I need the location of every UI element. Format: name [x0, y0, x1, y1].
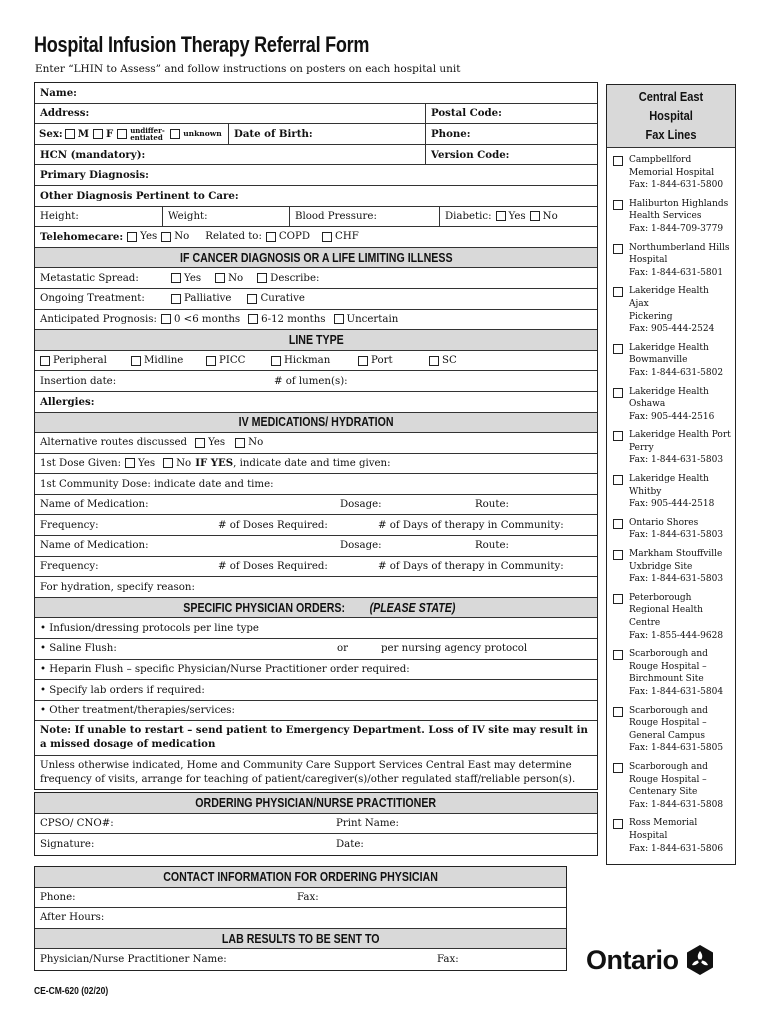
allergies-row [35, 392, 597, 413]
alt-routes-yes-checkbox[interactable] [195, 438, 205, 448]
days-therapy-1[interactable]: # of Days of therapy in Community: [378, 519, 564, 531]
hospital-checkbox[interactable] [613, 156, 623, 166]
lab-results-row [35, 949, 566, 970]
hospital-name-line: Lakeridge Health [629, 386, 709, 397]
form-code: CE-CM-620 (02/20) [34, 986, 109, 997]
sidebar-title-1: Central East Hospital [638, 89, 704, 123]
diabetic-field [439, 207, 597, 227]
signature-row [35, 834, 597, 855]
days-therapy-2[interactable]: # of Days of therapy in Community: [378, 560, 564, 572]
hospital-text [629, 548, 723, 586]
insertion-row [35, 371, 597, 392]
doses-required-1[interactable]: # of Doses Required: [218, 519, 328, 531]
prognosis-6-12-label: 6-12 months [261, 313, 326, 325]
frequency-2-field[interactable]: Frequency: [40, 560, 99, 572]
lab-results-header [35, 929, 566, 950]
saline-or-label: or [337, 643, 349, 655]
hospital-name-line: Northumberland Hills [629, 242, 730, 253]
other-treatment-field[interactable]: • Other treatment/therapies/services: [40, 705, 235, 717]
hospital-text [629, 817, 723, 855]
hospital-name-line: Perry [629, 442, 654, 453]
prognosis-6-12-checkbox[interactable] [248, 314, 258, 324]
sex-f-checkbox[interactable] [93, 129, 103, 139]
hospital-text [629, 429, 731, 467]
hospital-checkbox[interactable] [613, 388, 623, 398]
diabetic-no-checkbox[interactable] [530, 211, 540, 221]
prognosis-row [35, 310, 597, 331]
hospital-name-line: Uxbridge Site [629, 561, 693, 572]
cpso-field[interactable]: CPSO/ CNO#: [40, 817, 114, 829]
hospital-fax: Fax: 1-844-631-5801 [629, 267, 724, 278]
medication-1-route[interactable]: Route: [475, 499, 509, 511]
telehomecare-no-label: No [174, 231, 190, 243]
hospital-name-line: Scarborough and [629, 761, 708, 772]
fax-lines-sidebar [606, 84, 736, 865]
hospital-text [629, 473, 714, 511]
hospital-fax: Fax: 1-844-631-5804 [629, 686, 724, 697]
community-dose-field[interactable]: 1st Community Dose: indicate date and time: [40, 478, 274, 490]
if-yes-label: IF YES [195, 457, 234, 470]
saline-protocol-label: per nursing agency protocol [381, 643, 528, 655]
hospital-item [607, 648, 735, 698]
hospital-item [607, 592, 735, 642]
hospital-name-line: Health Services [629, 211, 702, 222]
frequency-1-row [35, 515, 597, 536]
postal-code-field[interactable]: Postal Code: [425, 104, 597, 124]
diabetic-yes-label: Yes [508, 210, 526, 222]
medication-1-row [35, 495, 597, 516]
ontario-logo [586, 944, 716, 976]
hospital-checkbox[interactable] [613, 594, 623, 604]
referral-form [34, 82, 598, 790]
hospital-text [629, 386, 714, 424]
emergency-note: Note: If unable to restart – send patient to Emergency Department. Loss of IV site may result in a missed dosage of medication [40, 724, 588, 751]
hospital-fax: Fax: 1-844-709-3779 [629, 223, 724, 234]
lab-physician-name-field[interactable]: Physician/Nurse Practitioner Name: [40, 954, 227, 966]
port-checkbox[interactable] [358, 356, 368, 366]
hospital-text [629, 342, 723, 380]
sex-row [35, 124, 597, 145]
hospital-fax: Fax: 905-444-2518 [629, 499, 715, 510]
first-dose-field [35, 454, 597, 474]
hospital-fax: Fax: 1-844-631-5803 [629, 530, 724, 541]
telehomecare-field [35, 227, 597, 247]
first-dose-row [35, 454, 597, 475]
diabetic-yes-checkbox[interactable] [496, 211, 506, 221]
metastatic-no-checkbox[interactable] [215, 273, 225, 283]
hospital-fax: Fax: 1-844-631-5800 [629, 180, 724, 191]
hospital-checkbox[interactable] [613, 550, 623, 560]
alt-routes-row [35, 433, 597, 454]
heparin-flush-field[interactable]: • Heparin Flush – specific Physician/Nurse Practitioner order required: [40, 663, 410, 675]
hospital-checkbox[interactable] [613, 244, 623, 254]
medication-2-name[interactable]: Name of Medication: [40, 540, 149, 552]
hospital-fax: Fax: 1-855-444-9628 [629, 630, 724, 641]
vitals-row [35, 207, 597, 228]
chf-label: CHF [335, 231, 359, 243]
name-field[interactable]: Name: [40, 86, 77, 99]
cancer-header-text: IF CANCER DIAGNOSIS OR A LIFE LIMITING ILLNESS [179, 250, 453, 265]
hospital-item [607, 473, 735, 511]
hospital-item [607, 548, 735, 586]
metastatic-field [35, 268, 597, 288]
sex-unknown-label: unknown [183, 129, 222, 139]
allergies-field[interactable]: Allergies: [40, 395, 95, 408]
contact-header-text: CONTACT INFORMATION FOR ORDERING PHYSICIAN [163, 869, 438, 884]
hospital-name-line: Lakeridge Health [629, 342, 709, 353]
hospital-name-line: Peterborough [629, 592, 692, 603]
telehomecare-label: Telehomecare: [40, 230, 124, 243]
hospital-text [629, 705, 723, 755]
sidebar-title-2: Fax Lines [645, 127, 697, 142]
line-type-header [35, 330, 597, 351]
hospital-checkbox[interactable] [613, 200, 623, 210]
hospital-name-line: Regional Health [629, 605, 703, 616]
hospital-checkbox[interactable] [613, 287, 623, 297]
if-yes-rest: , indicate date and time given: [233, 457, 391, 469]
address-row [35, 104, 597, 125]
hospital-fax: Fax: 1-844-631-5808 [629, 799, 724, 810]
hospital-checkbox[interactable] [613, 519, 623, 529]
picc-label: PICC [219, 355, 246, 367]
diabetic-label: Diabetic: [445, 210, 492, 222]
peripheral-label: Peripheral [53, 355, 107, 367]
hickman-label: Hickman [284, 355, 331, 367]
hospital-text [629, 242, 730, 280]
ongoing-treatment-field [35, 289, 597, 309]
alt-routes-yes-label: Yes [208, 437, 226, 449]
iv-medications-header [35, 413, 597, 434]
orders-header-text: SPECIFIC PHYSICIAN ORDERS: [182, 600, 345, 615]
hospital-text [629, 285, 731, 335]
sc-checkbox[interactable] [429, 356, 439, 366]
lumens-field[interactable]: # of lumen(s): [274, 375, 348, 387]
alt-routes-label: Alternative routes discussed [40, 437, 188, 449]
hickman-checkbox[interactable] [271, 356, 281, 366]
describe-label: Describe: [270, 272, 320, 284]
hospital-item [607, 154, 735, 192]
prognosis-0-6-checkbox[interactable] [161, 314, 171, 324]
order-bullet-4 [35, 680, 597, 701]
hospital-fax: Fax: 905-444-2524 [629, 324, 715, 335]
hospital-name-line: Campbellford [629, 155, 692, 165]
first-dose-label: 1st Dose Given: [40, 457, 122, 469]
contact-phone-row [35, 888, 566, 909]
note-row [35, 721, 597, 756]
midline-label: Midline [144, 355, 184, 367]
ordering-physician-section [34, 792, 598, 856]
metastatic-row [35, 268, 597, 289]
palliative-label: Palliative [184, 293, 232, 305]
hospital-checkbox[interactable] [613, 707, 623, 717]
medication-1-name[interactable]: Name of Medication: [40, 499, 149, 511]
prognosis-uncertain-checkbox[interactable] [334, 314, 344, 324]
hospital-text [629, 517, 723, 542]
sex-f-label: F [105, 127, 114, 140]
metastatic-yes-checkbox[interactable] [171, 273, 181, 283]
hospital-fax: Fax: 1-844-631-5803 [629, 455, 724, 466]
hospital-checkbox[interactable] [613, 475, 623, 485]
phone-field[interactable]: Phone: [425, 124, 597, 144]
hospital-item [607, 285, 735, 335]
metastatic-yes-label: Yes [184, 272, 202, 284]
ordering-header-text: ORDERING PHYSICIAN/NURSE PRACTITIONER [195, 795, 437, 810]
hospital-name-line: Scarborough and [629, 649, 708, 660]
hcn-row [35, 145, 597, 166]
line-type-options [35, 351, 597, 371]
metastatic-no-label: No [228, 272, 244, 284]
hospital-item [607, 242, 735, 280]
unless-row [35, 756, 597, 790]
lab-orders-field[interactable]: • Specify lab orders if required: [40, 684, 205, 696]
sex-undiff-checkbox[interactable] [117, 129, 127, 139]
frequency-2-row [35, 557, 597, 578]
hospital-checkbox[interactable] [613, 344, 623, 354]
prognosis-label: Anticipated Prognosis: [40, 313, 157, 325]
order-bullet-3 [35, 660, 597, 681]
contact-section [34, 866, 567, 971]
picc-checkbox[interactable] [206, 356, 216, 366]
signature-field[interactable]: Signature: [40, 838, 95, 850]
physician-orders-header [35, 598, 597, 619]
port-label: Port [371, 355, 393, 367]
hospital-item [607, 817, 735, 855]
unless-note: Unless otherwise indicated, Home and Community Care Support Services Central East may determine frequency of visits, arrange for teaching of patient/caregiver(s)/other regulated staff/reliable person(s). [40, 759, 576, 785]
copd-label: COPD [278, 231, 311, 243]
first-dose-no-checkbox[interactable] [163, 458, 173, 468]
other-diagnosis-row [35, 186, 597, 207]
hospital-name-line: Rouge Hospital – [629, 718, 707, 729]
cpso-row [35, 814, 597, 835]
order-bullet-1 [35, 618, 597, 639]
sex-m-checkbox[interactable] [65, 129, 75, 139]
hospital-name-line: Markham Stouffville [629, 549, 723, 560]
hospital-name-line: Centenary Site [629, 787, 698, 798]
ongoing-label: Ongoing Treatment: [40, 293, 145, 305]
prognosis-0-6-label: 0 <6 months [173, 313, 241, 325]
community-dose-row [35, 474, 597, 495]
medication-2-route[interactable]: Route: [475, 540, 509, 552]
alt-routes-no-checkbox[interactable] [235, 438, 245, 448]
after-hours-row [35, 908, 566, 929]
midline-checkbox[interactable] [131, 356, 141, 366]
medication-2-dosage[interactable]: Dosage: [340, 540, 382, 552]
hospital-checkbox[interactable] [613, 431, 623, 441]
weight-field[interactable]: Weight: [162, 207, 289, 227]
hospital-name-line: Birchmount Site [629, 674, 704, 685]
hospital-name-line: Lakeridge Health [629, 474, 709, 485]
trillium-icon [684, 944, 716, 976]
first-dose-yes-checkbox[interactable] [125, 458, 135, 468]
describe-checkbox[interactable] [257, 273, 267, 283]
prognosis-uncertain-label: Uncertain [346, 313, 399, 325]
sex-field [35, 124, 228, 144]
hospital-item [607, 705, 735, 755]
hospital-item [607, 386, 735, 424]
chf-checkbox[interactable] [322, 232, 332, 242]
hydration-row [35, 577, 597, 598]
order-bullet-5 [35, 701, 597, 722]
hospital-fax: Fax: 1-844-631-5803 [629, 574, 724, 585]
ordering-physician-header [35, 793, 597, 814]
line-type-row [35, 351, 597, 372]
telehomecare-yes-checkbox[interactable] [127, 232, 137, 242]
medication-1-dosage[interactable]: Dosage: [340, 499, 382, 511]
hospital-item [607, 342, 735, 380]
peripheral-checkbox[interactable] [40, 356, 50, 366]
alt-routes-field [35, 433, 597, 453]
hospital-name-line: Haliburton Highlands [629, 198, 729, 209]
orders-header-em: (PLEASE STATE) [369, 600, 456, 615]
telehomecare-yes-label: Yes [140, 231, 158, 243]
after-hours-field[interactable]: After Hours: [40, 912, 105, 924]
version-code-field[interactable]: Version Code: [425, 145, 597, 165]
blood-pressure-field[interactable]: Blood Pressure: [289, 207, 439, 227]
sc-label: SC [442, 355, 457, 367]
hospital-checkbox[interactable] [613, 819, 623, 829]
hospital-name-line: Bowmanville [629, 355, 688, 366]
curative-checkbox[interactable] [247, 294, 257, 304]
prognosis-field [35, 310, 597, 330]
curative-label: Curative [260, 293, 305, 305]
date-field[interactable]: Date: [336, 838, 364, 850]
ontario-wordmark: Ontario [586, 944, 679, 975]
hospital-name-line: Scarborough and [629, 705, 708, 716]
hospital-name-line: Lakeridge Health Port [629, 430, 731, 441]
contact-fax-field[interactable]: Fax: [297, 891, 319, 903]
sex-label: Sex: [39, 127, 63, 140]
hydration-field[interactable]: For hydration, specify reason: [40, 581, 195, 593]
telehomecare-row [35, 227, 597, 248]
address-field[interactable]: Address: [40, 107, 90, 120]
primary-diagnosis-row [35, 165, 597, 186]
contact-phone-field[interactable]: Phone: [40, 891, 76, 903]
dob-field[interactable]: Date of Birth: [228, 124, 425, 144]
order-bullet-2 [35, 639, 597, 660]
hospital-name-line: Rouge Hospital – [629, 774, 707, 785]
other-diagnosis-field[interactable]: Other Diagnosis Pertinent to Care: [40, 189, 239, 202]
hospital-fax: Fax: 905-444-2516 [629, 411, 715, 422]
cancer-section-header [35, 248, 597, 269]
print-name-field[interactable]: Print Name: [336, 817, 399, 829]
hospital-name-line: Ross Memorial [629, 818, 698, 829]
hospital-checkbox[interactable] [613, 650, 623, 660]
hospital-name-line: Oshawa [629, 399, 666, 410]
hospital-name-line: General Campus [629, 730, 706, 741]
line-type-header-text: LINE TYPE [288, 332, 344, 347]
hospital-text [629, 198, 728, 236]
sex-unknown-checkbox[interactable] [170, 129, 180, 139]
lab-fax-field[interactable]: Fax: [437, 954, 459, 966]
frequency-1-field[interactable]: Frequency: [40, 519, 99, 531]
hospital-text [629, 154, 723, 192]
contact-header [35, 867, 566, 888]
hospital-text [629, 648, 723, 698]
hospital-list [607, 154, 735, 855]
medication-2-row [35, 536, 597, 557]
hospital-item [607, 761, 735, 811]
hospital-name-line: Hospital [629, 255, 668, 266]
primary-diagnosis-field[interactable]: Primary Diagnosis: [40, 169, 149, 182]
diabetic-no-label: No [542, 210, 558, 222]
telehomecare-no-checkbox[interactable] [161, 232, 171, 242]
insertion-date-field[interactable]: Insertion date: [40, 375, 117, 387]
first-dose-yes-label: Yes [138, 457, 156, 469]
hospital-name-line: Ontario Shores [629, 517, 699, 528]
hospital-checkbox[interactable] [613, 763, 623, 773]
hcn-field[interactable]: HCN (mandatory): [40, 148, 146, 161]
doses-required-2[interactable]: # of Doses Required: [218, 560, 328, 572]
hospital-item [607, 429, 735, 467]
ongoing-treatment-row [35, 289, 597, 310]
hospital-name-line: Hospital [629, 830, 668, 841]
alt-routes-no-label: No [248, 437, 264, 449]
hospital-name-line: Pickering [629, 311, 673, 322]
form-title: Hospital Infusion Therapy Referral Form [34, 32, 370, 57]
metastatic-label: Metastatic Spread: [40, 272, 139, 284]
name-row [35, 83, 597, 104]
iv-header-text: IV MEDICATIONS/ HYDRATION [238, 415, 394, 430]
hospital-text [629, 592, 723, 642]
hospital-fax: Fax: 1-844-631-5806 [629, 843, 724, 854]
hospital-name-line: Memorial Hospital [629, 167, 715, 178]
form-subtitle: Enter “LHIN to Assess” and follow instructions on posters on each hospital unit [35, 63, 461, 75]
sex-undiff-label: undiffer-entiated [130, 125, 165, 142]
lab-header-text: LAB RESULTS TO BE SENT TO [221, 931, 380, 946]
hospital-item [607, 198, 735, 236]
order-bullet-1-text[interactable]: • Infusion/dressing protocols per line type [40, 622, 259, 634]
copd-checkbox[interactable] [266, 232, 276, 242]
hospital-name-line: Rouge Hospital – [629, 661, 707, 672]
hospital-name-line: Whitby [629, 486, 662, 497]
hospital-name-line: Lakeridge Health Ajax [629, 286, 709, 309]
hospital-item [607, 517, 735, 542]
hospital-text [629, 761, 723, 811]
hospital-name-line: Centre [629, 618, 661, 628]
sidebar-header [607, 85, 735, 148]
first-dose-no-label: No [176, 457, 192, 469]
related-to-label: Related to: [205, 231, 262, 243]
saline-flush-field[interactable]: • Saline Flush: [40, 643, 117, 655]
sex-m-label: M [77, 127, 89, 140]
palliative-checkbox[interactable] [171, 294, 181, 304]
hospital-fax: Fax: 1-844-631-5805 [629, 743, 724, 754]
hospital-fax: Fax: 1-844-631-5802 [629, 367, 724, 378]
height-field[interactable]: Height: [40, 210, 79, 222]
